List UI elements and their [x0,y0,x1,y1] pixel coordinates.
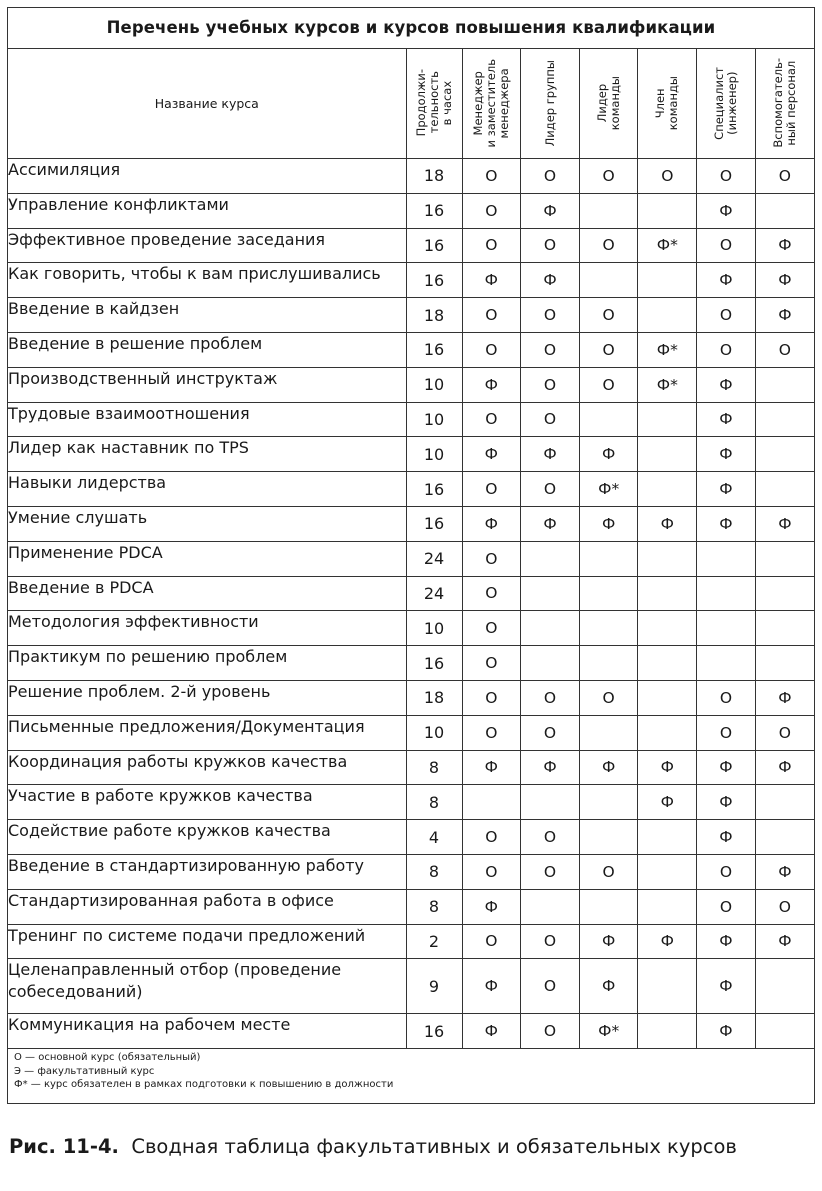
course-mark-cell: О [521,472,580,507]
table-row [8,193,814,228]
header-role-support-staff: Вспомогатель- ный персонал [755,48,814,159]
course-mark-cell: Ф [697,1014,756,1049]
course-mark-cell: О [521,680,580,715]
course-mark-cell: О [579,332,638,367]
course-mark-cell: Ф [697,402,756,437]
course-mark-cell: О [521,228,580,263]
course-hours-cell: 8 [406,889,462,924]
course-name-cell: Как говорить, чтобы к вам прислушивались [8,263,406,298]
course-mark-cell [755,437,814,472]
course-mark-cell: О [638,159,697,194]
course-mark-cell [579,820,638,855]
course-hours-cell: 10 [406,437,462,472]
course-mark-cell [755,785,814,820]
course-mark-cell: О [462,228,521,263]
legend-item: О — основной курс (обязательный) [14,1052,201,1063]
course-mark-cell: О [579,854,638,889]
course-name-cell: Письменные предложения/Документация [8,715,406,750]
course-mark-cell: О [579,159,638,194]
course-mark-cell [579,611,638,646]
course-mark-cell: Ф [697,472,756,507]
course-name-cell: Содействие работе кружков качества [8,820,406,855]
course-mark-cell: Ф [579,750,638,785]
course-name-cell: Введение в решение проблем [8,332,406,367]
course-mark-cell: О [697,298,756,333]
course-hours-cell: 18 [406,159,462,194]
course-mark-cell: Ф [521,506,580,541]
course-name-cell: Коммуникация на рабочем месте [8,1014,406,1049]
course-mark-cell [638,611,697,646]
table-row [8,646,814,681]
legend-item: Э — факультативный курс [14,1065,155,1077]
course-mark-cell: Ф [697,506,756,541]
course-name-cell: Тренинг по системе подачи предложений [8,924,406,959]
course-name-cell: Введение в стандартизированную работу [8,854,406,889]
course-mark-cell: Ф* [638,367,697,402]
course-mark-cell: Ф [462,367,521,402]
course-mark-cell: Ф [579,506,638,541]
course-mark-cell [755,611,814,646]
course-mark-cell: О [521,715,580,750]
course-name-cell: Производственный инструктаж [8,367,406,402]
course-mark-cell: О [462,402,521,437]
course-mark-cell: О [579,367,638,402]
course-hours-cell: 16 [406,506,462,541]
course-hours-cell: 16 [406,646,462,681]
course-mark-cell: Ф [638,750,697,785]
table-title: Перечень учебных курсов и курсов повышения квалификации [8,8,814,49]
course-mark-cell: О [521,1014,580,1049]
course-mark-cell: О [521,332,580,367]
course-mark-cell: О [521,959,580,1014]
course-mark-cell: О [462,472,521,507]
course-mark-cell: Ф [638,785,697,820]
courses-table-body [8,159,814,1049]
course-mark-cell [638,680,697,715]
course-mark-cell: Ф [697,263,756,298]
course-mark-cell: О [462,715,521,750]
course-name-cell: Решение проблем. 2-й уровень [8,680,406,715]
course-mark-cell: Ф [755,506,814,541]
course-mark-cell: Ф [697,959,756,1014]
course-mark-cell: Ф [697,785,756,820]
course-mark-cell: Ф [462,263,521,298]
course-mark-cell [755,1014,814,1049]
course-mark-cell [697,646,756,681]
course-mark-cell [579,193,638,228]
legend-item: Ф* — курс обязателен в рамках подготовки к повышению в должности [14,1079,394,1090]
course-mark-cell: Ф [462,750,521,785]
course-mark-cell: О [521,854,580,889]
course-mark-cell: Ф [521,263,580,298]
course-mark-cell: О [697,889,756,924]
course-mark-cell: О [697,854,756,889]
course-mark-cell [638,854,697,889]
course-mark-cell [579,889,638,924]
course-mark-cell: Ф [638,506,697,541]
course-mark-cell [638,715,697,750]
table-row [8,541,814,576]
course-mark-cell: О [755,159,814,194]
course-mark-cell: О [697,332,756,367]
table-row [8,611,814,646]
course-hours-cell: 18 [406,298,462,333]
course-mark-cell: Ф [579,924,638,959]
course-mark-cell: О [697,715,756,750]
table-row [8,402,814,437]
course-mark-cell [638,437,697,472]
course-mark-cell: Ф [697,924,756,959]
course-name-cell: Стандартизированная работа в офисе [8,889,406,924]
table-row [8,854,814,889]
course-hours-cell: 8 [406,854,462,889]
figure-caption-text: Сводная таблица факультативных и обязательных курсов [131,1135,737,1158]
course-mark-cell: О [521,298,580,333]
course-mark-cell [521,889,580,924]
course-mark-cell [755,820,814,855]
course-hours-cell: 24 [406,541,462,576]
course-mark-cell: Ф [697,437,756,472]
course-hours-cell: 8 [406,750,462,785]
course-mark-cell: О [462,193,521,228]
course-mark-cell [638,402,697,437]
table-row [8,680,814,715]
table-row [8,924,814,959]
course-mark-cell: О [462,159,521,194]
table-row [8,959,814,1014]
course-name-cell: Участие в работе кружков качества [8,785,406,820]
course-mark-cell: Ф [462,959,521,1014]
course-mark-cell: О [579,680,638,715]
course-mark-cell: О [697,159,756,194]
course-mark-cell: О [462,611,521,646]
course-mark-cell [638,298,697,333]
course-name-cell: Практикум по решению проблем [8,646,406,681]
course-mark-cell: Ф* [579,472,638,507]
course-mark-cell [579,715,638,750]
course-mark-cell: О [755,715,814,750]
course-mark-cell [755,402,814,437]
course-hours-cell: 8 [406,785,462,820]
course-mark-cell: О [462,541,521,576]
table-row [8,750,814,785]
figure-caption [9,1135,737,1158]
course-mark-cell [579,785,638,820]
course-name-cell: Лидер как наставник по TPS [8,437,406,472]
course-mark-cell: О [755,889,814,924]
courses-table [8,48,814,1049]
course-mark-cell: Ф [521,750,580,785]
course-hours-cell: 9 [406,959,462,1014]
course-name-cell: Трудовые взаимоотношения [8,402,406,437]
course-mark-cell [755,367,814,402]
course-hours-cell: 16 [406,228,462,263]
course-mark-cell: Ф [755,924,814,959]
course-mark-cell [697,611,756,646]
course-mark-cell: О [462,924,521,959]
table-row [8,785,814,820]
course-mark-cell [579,263,638,298]
course-mark-cell: О [697,228,756,263]
header-row [8,48,814,159]
course-mark-cell: О [521,402,580,437]
course-mark-cell [521,785,580,820]
table-row [8,437,814,472]
course-mark-cell: Ф [579,959,638,1014]
course-mark-cell [697,576,756,611]
course-name-cell: Применение PDCA [8,541,406,576]
course-name-cell: Управление конфликтами [8,193,406,228]
course-hours-cell: 18 [406,680,462,715]
course-hours-cell: 2 [406,924,462,959]
course-mark-cell: О [755,332,814,367]
course-mark-cell: Ф [521,193,580,228]
table-row [8,1014,814,1049]
course-mark-cell [697,541,756,576]
header-course-name: Название курса [8,48,406,159]
course-mark-cell [521,611,580,646]
course-mark-cell [755,472,814,507]
course-hours-cell: 16 [406,472,462,507]
course-mark-cell: Ф [462,889,521,924]
course-mark-cell: О [462,332,521,367]
table-row [8,228,814,263]
course-mark-cell: О [521,367,580,402]
course-mark-cell: О [579,228,638,263]
table-row [8,715,814,750]
course-mark-cell: О [521,159,580,194]
course-mark-cell: Ф [638,924,697,959]
course-mark-cell [638,646,697,681]
course-hours-cell: 16 [406,193,462,228]
course-mark-cell: О [462,680,521,715]
course-mark-cell [755,193,814,228]
course-mark-cell: Ф [755,298,814,333]
course-mark-cell [638,576,697,611]
courses-table-frame [7,7,815,1104]
table-row [8,889,814,924]
course-hours-cell: 16 [406,1014,462,1049]
header-duration: Продолжи- тельность в часах [406,48,462,159]
course-hours-cell: 24 [406,576,462,611]
course-mark-cell: Ф [697,193,756,228]
course-mark-cell: О [521,924,580,959]
course-mark-cell: О [462,298,521,333]
course-mark-cell: Ф [755,228,814,263]
course-hours-cell: 10 [406,715,462,750]
course-mark-cell [579,646,638,681]
course-mark-cell [579,576,638,611]
course-hours-cell: 16 [406,332,462,367]
course-mark-cell: О [697,680,756,715]
course-mark-cell [638,541,697,576]
course-mark-cell [638,820,697,855]
course-mark-cell: Ф [755,750,814,785]
course-hours-cell: 10 [406,402,462,437]
course-mark-cell [755,541,814,576]
course-mark-cell [521,646,580,681]
course-name-cell: Координация работы кружков качества [8,750,406,785]
course-mark-cell [521,576,580,611]
course-mark-cell: О [579,298,638,333]
header-role-specialist: Специалист (инженер) [697,48,756,159]
course-name-cell: Методология эффективности [8,611,406,646]
table-row [8,472,814,507]
table-row [8,506,814,541]
course-mark-cell: Ф* [638,332,697,367]
course-mark-cell [638,1014,697,1049]
course-mark-cell: Ф [521,437,580,472]
course-hours-cell: 4 [406,820,462,855]
course-mark-cell: Ф [697,367,756,402]
header-role-team-member: Член команды [638,48,697,159]
course-mark-cell: О [462,820,521,855]
course-name-cell: Ассимиляция [8,159,406,194]
course-mark-cell: Ф* [638,228,697,263]
course-mark-cell [755,576,814,611]
course-mark-cell [638,472,697,507]
course-mark-cell [638,889,697,924]
course-name-cell: Эффективное проведение заседания [8,228,406,263]
table-row [8,820,814,855]
course-mark-cell [638,959,697,1014]
course-name-cell: Целенаправленный отбор (проведение собеседований) [8,959,406,1014]
course-mark-cell: Ф [697,750,756,785]
course-name-cell: Введение в кайдзен [8,298,406,333]
course-hours-cell: 10 [406,367,462,402]
course-name-cell: Навыки лидерства [8,472,406,507]
table-row [8,576,814,611]
header-role-group-leader: Лидер группы [521,48,580,159]
course-mark-cell [638,193,697,228]
legend [14,1051,393,1092]
course-mark-cell [521,541,580,576]
course-mark-cell: Ф [462,437,521,472]
course-mark-cell: О [462,576,521,611]
course-mark-cell: О [462,854,521,889]
course-mark-cell: Ф [579,437,638,472]
course-hours-cell: 16 [406,263,462,298]
course-mark-cell: Ф [697,820,756,855]
course-mark-cell: Ф [462,1014,521,1049]
course-hours-cell: 10 [406,611,462,646]
course-name-cell: Введение в PDCA [8,576,406,611]
course-mark-cell: Ф [755,680,814,715]
table-row [8,159,814,194]
table-row [8,367,814,402]
course-mark-cell [638,263,697,298]
course-mark-cell: Ф [755,854,814,889]
course-mark-cell: О [462,646,521,681]
header-role-manager: Менеджер и заместитель менеджера [462,48,521,159]
course-mark-cell [579,402,638,437]
table-row [8,263,814,298]
course-mark-cell [755,959,814,1014]
table-row [8,298,814,333]
course-mark-cell: О [521,820,580,855]
course-name-cell: Умение слушать [8,506,406,541]
course-mark-cell [755,646,814,681]
figure-label: Рис. 11-4. [9,1135,119,1158]
course-mark-cell [579,541,638,576]
course-mark-cell: Ф* [579,1014,638,1049]
table-row [8,332,814,367]
course-mark-cell [462,785,521,820]
course-mark-cell: Ф [755,263,814,298]
header-role-team-leader: Лидер команды [579,48,638,159]
course-mark-cell: Ф [462,506,521,541]
